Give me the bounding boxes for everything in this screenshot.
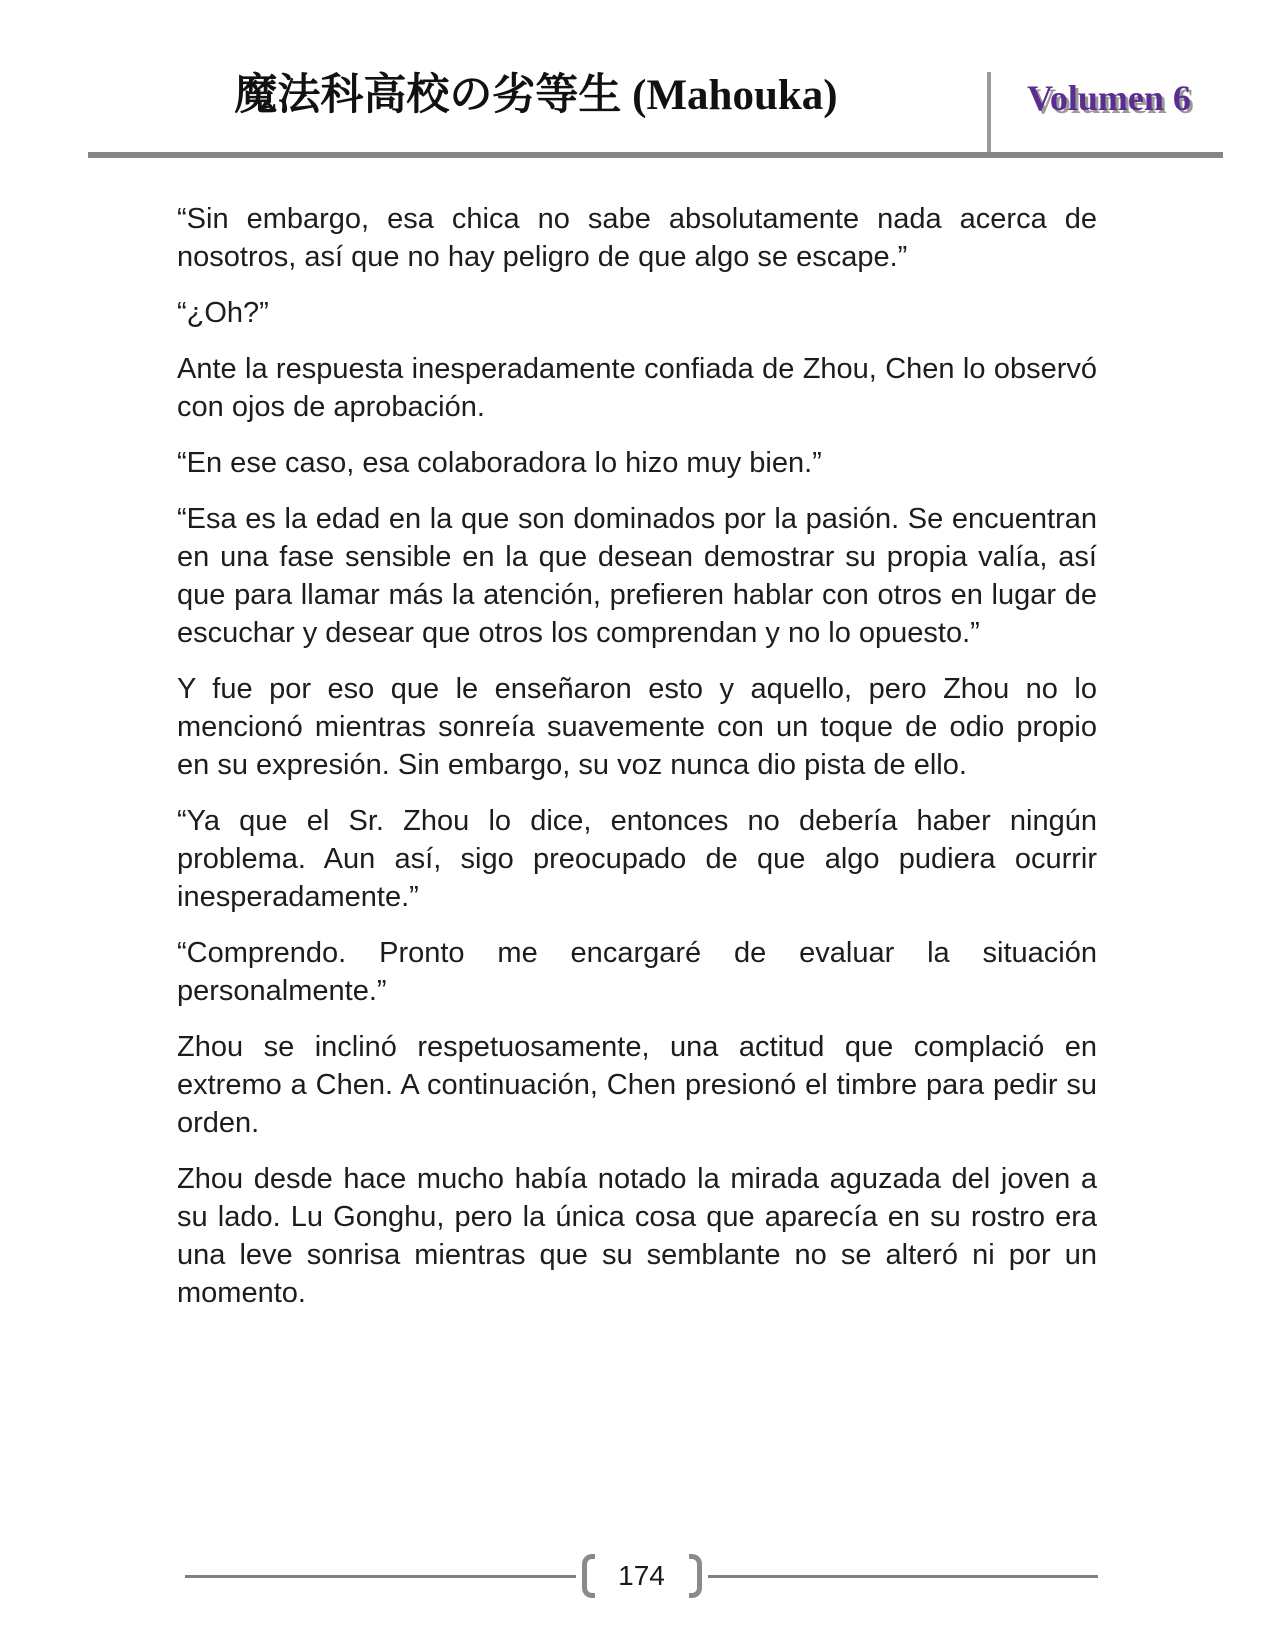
left-bracket-icon xyxy=(582,1554,595,1598)
body-text xyxy=(177,200,1097,1330)
paragraph: Zhou desde hace mucho había notado la mirada aguzada del joven a su lado. Lu Gonghu, pero la única cosa que aparecía en su rostro era una leve sonrisa mientras que su semblante no se alteró ni por un momento. xyxy=(177,1163,1097,1309)
paragraph: “¿Oh?” xyxy=(177,297,269,329)
header-vertical-divider xyxy=(987,72,991,156)
page-footer xyxy=(185,1552,1098,1600)
right-bracket-icon xyxy=(689,1554,702,1598)
paragraph: “Ya que el Sr. Zhou lo dice, entonces no debería haber ningún problema. Aun así, sigo preocupado de que algo pudiera ocurrir inesperadamente.” xyxy=(177,805,1097,913)
page-title: 魔法科高校の劣等生 (Mahouka) xyxy=(234,72,838,119)
paragraph: “Sin embargo, esa chica no sabe absolutamente nada acerca de nosotros, así que no hay peligro de que algo se escape.” xyxy=(177,203,1097,273)
paragraph: “Esa es la edad en la que son dominados por la pasión. Se encuentran en una fase sensible en la que desean demostrar su propia valía, así que para llamar más la atención, prefieren hablar con otros en lugar de escuchar y desear que otros los comprendan y no lo opuesto.” xyxy=(177,503,1097,649)
header-horizontal-rule xyxy=(88,152,1223,158)
paragraph: “Comprendo. Pronto me encargaré de evaluar la situación personalmente.” xyxy=(177,937,1097,1007)
volume-label: Volumen 6 xyxy=(1027,78,1191,118)
page-number: 174 xyxy=(618,1560,665,1591)
footer-left-line xyxy=(185,1575,576,1578)
footer-right-line xyxy=(708,1575,1099,1578)
paragraph: Y fue por eso que le enseñaron esto y aquello, pero Zhou no lo mencionó mientras sonreía suavemente con un toque de odio propio en su expresión. Sin embargo, su voz nunca dio pista de ello. xyxy=(177,673,1097,781)
paragraph: Ante la respuesta inesperadamente confiada de Zhou, Chen lo observó con ojos de aprobación. xyxy=(177,353,1097,423)
paragraph: Zhou se inclinó respetuosamente, una actitud que complació en extremo a Chen. A continuación, Chen presionó el timbre para pedir su orden. xyxy=(177,1031,1097,1139)
paragraph: “En ese caso, esa colaboradora lo hizo muy bien.” xyxy=(177,447,822,479)
